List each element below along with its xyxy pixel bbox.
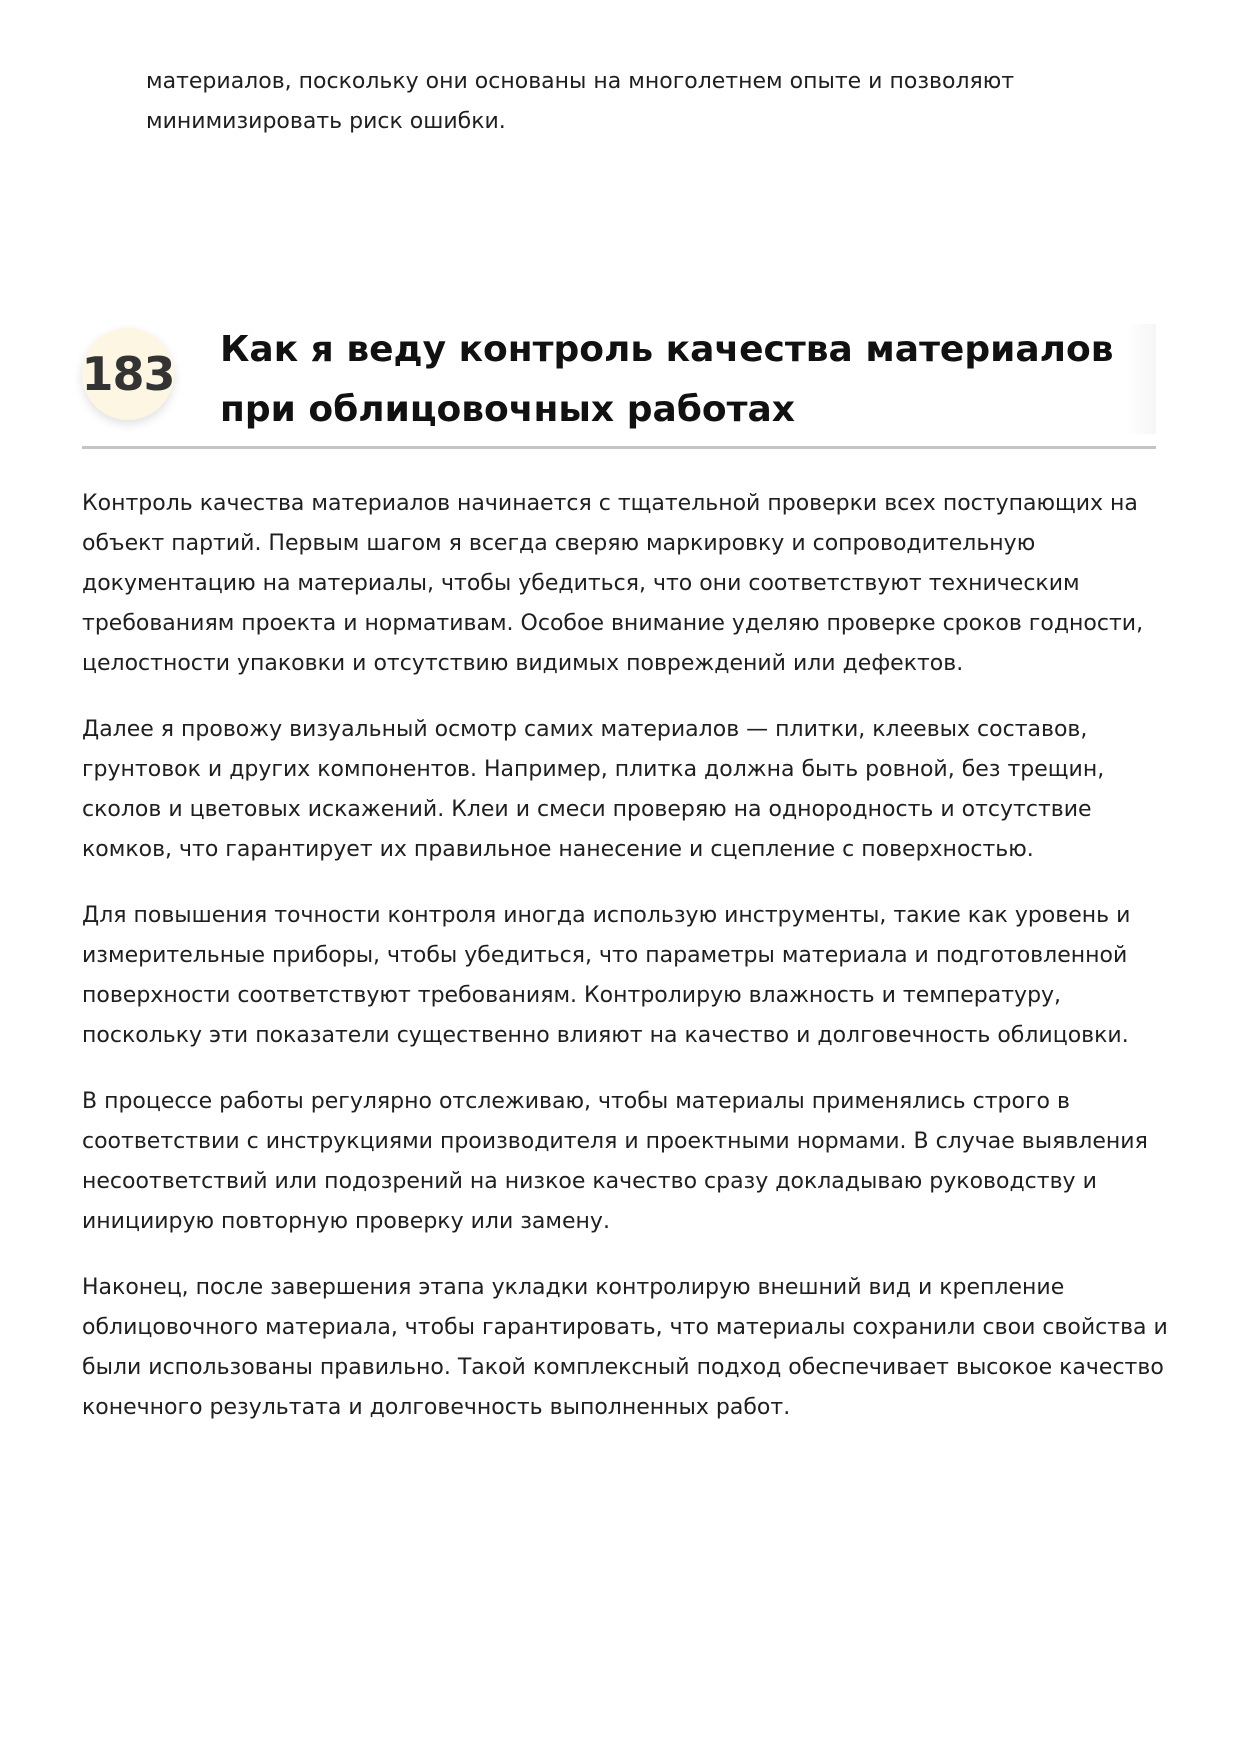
paragraph: В процессе работы регулярно отслеживаю, чтобы материалы применялись строго в соответствии с инструкциями производителя и проектными нормами. В случае выявления несоответствий или подозрений на низкое качество сразу докладываю руководству и инициирую повторную проверку или замену. (82, 1089, 1148, 1234)
paragraph: Для повышения точности контроля иногда использую инструменты, такие как уровень и измерительные приборы, чтобы убедиться, что параметры материала и подготовленной поверхности соответствуют требованиям. Контролирую влажность и температуру, поскольку эти показатели существенно влияют на качество и долговечность облицовки. (82, 903, 1131, 1048)
article-body (82, 484, 1172, 1454)
section-header (82, 312, 1156, 449)
paragraph: Далее я провожу визуальный осмотр самих материалов — плитки, клеевых составов, грунтовок и других компонентов. Например, плитка должна быть ровной, без трещин, сколов и цветовых искажений. Клеи и смеси проверяю на однородность и отсутствие комков, что гарантирует их правильное нанесение и сцепление с поверхностью. (82, 717, 1105, 862)
section-number-badge: 183 (82, 328, 174, 420)
paragraph: Контроль качества материалов начинается с тщательной проверки всех поступающих на объект партий. Первым шагом я всегда сверяю маркировку и сопроводительную документацию на материалы, чтобы убедиться, что они соответствуют техническим требованиям проекта и нормативам. Особое внимание уделяю проверке сроков годности, целостности упаковки и отсутствию видимых повреждений или дефектов. (82, 491, 1144, 676)
continued-paragraph: материалов, поскольку они основаны на многолетнем опыте и позволяют минимизировать риск ошибки. (146, 69, 1015, 134)
paragraph: Наконец, после завершения этапа укладки контролирую внешний вид и крепление облицовочного материала, чтобы гарантировать, что материалы сохранили свои свойства и были использованы правильно. Такой комплексный подход обеспечивает высокое качество конечного результата и долговечность выполненных работ. (82, 1275, 1168, 1420)
section-title: Как я веду контроль качества материалов при облицовочных работах (220, 329, 1114, 430)
header-shade (1126, 324, 1156, 434)
